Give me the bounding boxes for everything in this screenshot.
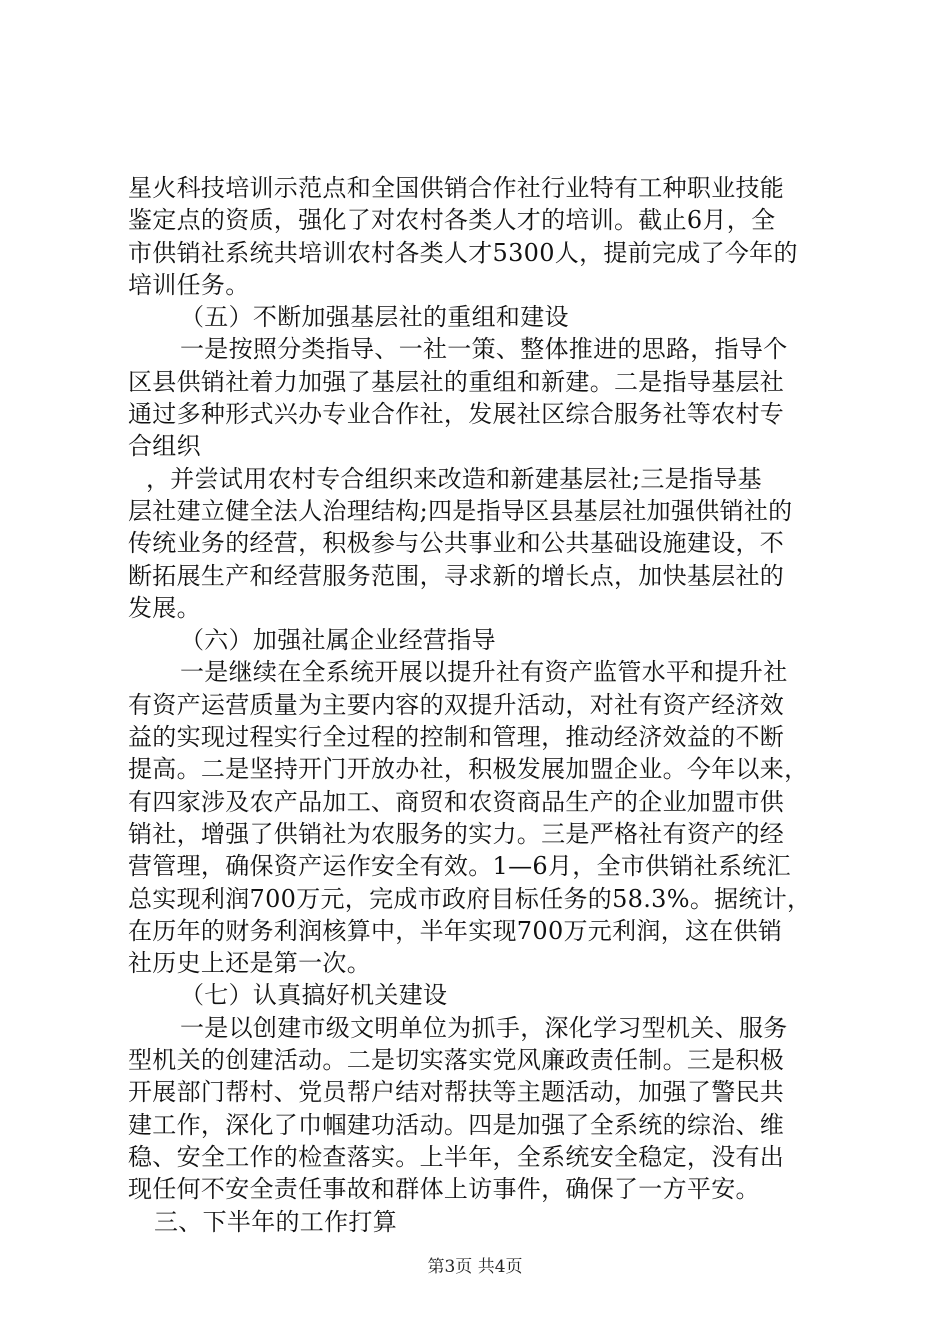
text-line: 稳、安全工作的检查落实。上半年，全系统安全稳定，没有出: [128, 1142, 785, 1171]
text-line: 鉴定点的资质，强化了对农村各类人才的培训。截止6月，全: [128, 206, 776, 235]
text-line: 发展。: [128, 593, 201, 622]
text-line: 有四家涉及农产品加工、商贸和农资商品生产的企业加盟市供: [128, 787, 785, 816]
text-line: （五）不断加强基层社的重组和建设: [180, 303, 569, 332]
text-line: 总实现利润700万元，完成市政府目标任务的58.3%。据统计，: [128, 884, 812, 913]
text-line: 销社，增强了供销社为农服务的实力。三是严格社有资产的经: [128, 819, 785, 848]
text-line: 市供销社系统共培训农村各类人才5300人，提前完成了今年的: [128, 238, 798, 267]
text-line: 通过多种形式兴办专业合作社，发展社区综合服务社等农村专: [128, 400, 785, 429]
text-line: 断拓展生产和经营服务范围，寻求新的增长点，加快基层社的: [128, 561, 785, 590]
text-line: 培训任务。: [128, 270, 250, 299]
text-line: （七）认真搞好机关建设: [180, 981, 448, 1010]
text-line: 层社建立健全法人治理结构;四是指导区县基层社加强供销社的: [128, 496, 793, 525]
text-line: ，并尝试用农村专合组织来改造和新建基层社;三是指导基: [146, 464, 762, 493]
page-footer: 第3页 共4页: [427, 1257, 523, 1277]
text-line: 现任何不安全责任事故和群体上访事件，确保了一方平安。: [128, 1175, 760, 1204]
text-line: 提高。二是坚持开门开放办社，积极发展加盟企业。今年以来，: [128, 755, 809, 784]
text-line: 一是以创建市级文明单位为抓手，深化学习型机关、服务: [180, 1013, 788, 1042]
text-line: 型机关的创建活动。二是切实落实党风廉政责任制。三是积极: [128, 1046, 785, 1075]
text-line: 合组织: [128, 432, 201, 461]
text-line: 一是继续在全系统开展以提升社有资产监管水平和提升社: [180, 658, 788, 687]
text-line: 益的实现过程实行全过程的控制和管理，推动经济效益的不断: [128, 723, 785, 752]
text-line: （六）加强社属企业经营指导: [180, 626, 496, 655]
text-line: 三、下半年的工作打算: [154, 1207, 397, 1236]
text-line: 区县供销社着力加强了基层社的重组和新建。二是指导基层社: [128, 367, 785, 396]
text-line: 开展部门帮村、党员帮户结对帮扶等主题活动，加强了警民共: [128, 1078, 785, 1107]
text-line: 星火科技培训示范点和全国供销合作社行业特有工种职业技能: [128, 174, 785, 202]
text-line: 有资产运营质量为主要内容的双提升活动，对社有资产经济效: [128, 690, 785, 719]
text-line: 传统业务的经营，积极参与公共事业和公共基础设施建设，不: [128, 529, 785, 558]
text-line: 一是按照分类指导、一社一策、整体推进的思路，指导个: [180, 335, 788, 364]
text-line: 在历年的财务利润核算中，半年实现700万元利润，这在供销: [128, 916, 783, 945]
text-line: 社历史上还是第一次。: [128, 949, 371, 978]
document-body: [128, 172, 828, 1238]
text-line: 建工作，深化了巾帼建功活动。四是加强了全系统的综治、维: [128, 1110, 785, 1139]
text-line: 营管理，确保资产运作安全有效。1—6月，全市供销社系统汇: [128, 852, 791, 881]
